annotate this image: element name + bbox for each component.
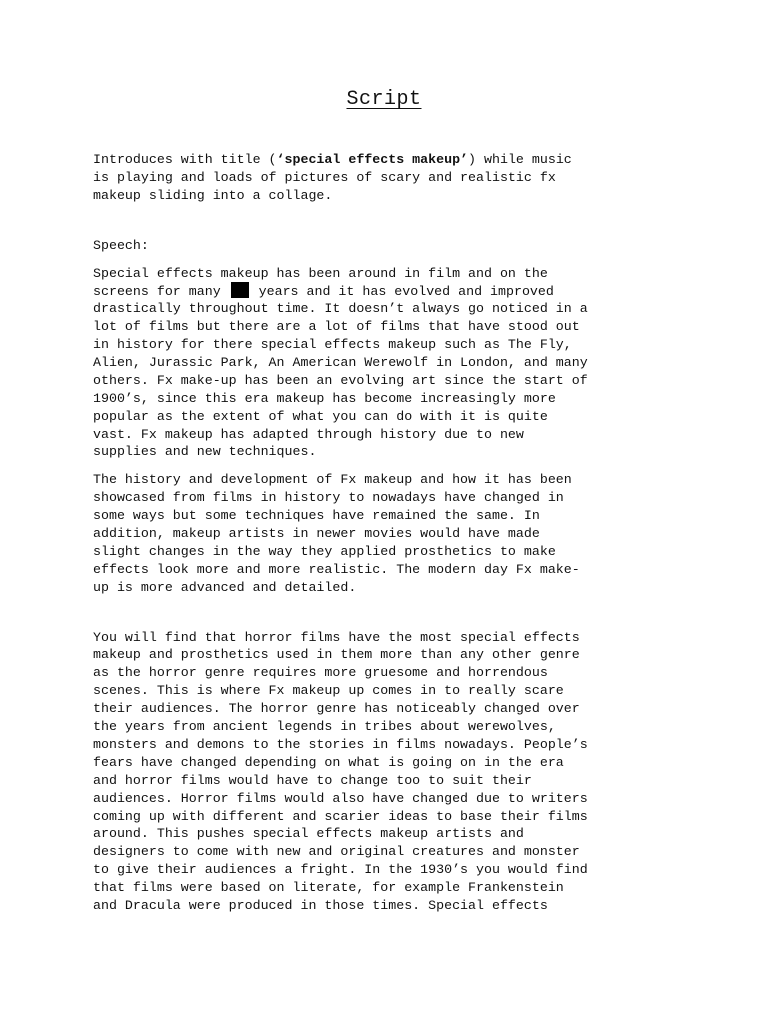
spacer — [93, 597, 683, 629]
paragraph-line: slight changes in the way they applied prosthetics to make — [93, 543, 556, 559]
intro-line-3: makeup sliding into a collage. — [93, 187, 333, 203]
paragraph-line: in history for there special effects makeup such as The Fly, — [93, 337, 572, 353]
paragraph-line: vast. Fx makeup has adapted through history due to new — [93, 426, 524, 442]
paragraph-line: supplies and new techniques. — [93, 444, 317, 460]
paragraph-line: some ways but some techniques have remained the same. In — [93, 508, 540, 524]
paragraph-line: audiences. Horror films would also have changed due to writers — [93, 790, 588, 806]
spacer — [93, 205, 683, 237]
paragraph-line: as the horror genre requires more gruesome and horrendous — [93, 665, 548, 681]
intro-line-1 — [93, 151, 683, 169]
paragraph-line: and horror films would have to change too to suit their — [93, 772, 532, 788]
redaction-block — [231, 282, 249, 298]
paragraph-line: monsters and demons to the stories in films nowadays. People’s — [93, 736, 588, 752]
paragraph-line: effects look more and more realistic. The modern day Fx make- — [93, 561, 580, 577]
paragraph-line — [93, 282, 683, 300]
paragraph-line: fears have changed depending on what is going on in the era — [93, 754, 564, 770]
intro-line-2: is playing and loads of pictures of scary and realistic fx — [93, 169, 556, 185]
paragraph-line: popular as the extent of what you can do with it is quite — [93, 408, 548, 424]
speech-label: Speech: — [93, 237, 149, 253]
paragraph-line: to give their audiences a fright. In the 1930’s you would find — [93, 862, 588, 878]
paragraph-line: others. Fx make-up has been an evolving art since the start of — [93, 372, 588, 388]
paragraph-line: scenes. This is where Fx makeup up comes in to really scare — [93, 683, 564, 699]
paragraph-line: the years from ancient legends in tribes about werewolves, — [93, 719, 556, 735]
paragraph-text: years and it has evolved and improved — [250, 284, 554, 300]
paragraph-line: that films were based on literate, for example Frankenstein — [93, 880, 564, 896]
paragraph-line: designers to come with new and original creatures and monster — [93, 844, 580, 860]
document-body — [93, 151, 683, 915]
intro-text: Introduces with title ( — [93, 152, 277, 167]
spacer — [93, 461, 683, 471]
paragraph-line: drastically throughout time. It doesn’t always go noticed in a — [93, 301, 588, 317]
document-title-text: Script — [346, 88, 422, 111]
paragraph-line: up is more advanced and detailed. — [93, 579, 357, 595]
paragraph-line: showcased from films in history to nowadays have changed in — [93, 490, 564, 506]
paragraph-text: screens for many — [93, 284, 229, 300]
paragraph-line: 1900’s, since this era makeup has become increasingly more — [93, 390, 556, 406]
paragraph-line: makeup and prosthetics used in them more than any other genre — [93, 647, 580, 663]
paragraph-3 — [93, 629, 683, 915]
intro-title-bold: ‘special effects makeup’ — [276, 152, 469, 167]
paragraph-2 — [93, 471, 683, 596]
paragraph-line: their audiences. The horror genre has noticeably changed over — [93, 701, 580, 717]
document-title — [0, 86, 768, 114]
paragraph-line: and Dracula were produced in those times. Special effects — [93, 897, 548, 913]
paragraph-line: Special effects makeup has been around in film and on the — [93, 265, 548, 281]
paragraph-1 — [93, 265, 683, 462]
paragraph-line: addition, makeup artists in newer movies would have made — [93, 526, 540, 542]
spacer — [93, 255, 683, 265]
paragraph-line: coming up with different and scarier ideas to base their films — [93, 808, 588, 824]
paragraph-line: The history and development of Fx makeup and how it has been — [93, 472, 572, 488]
paragraph-line: You will find that horror films have the most special effects — [93, 629, 580, 645]
paragraph-line: Alien, Jurassic Park, An American Werewolf in London, and many — [93, 355, 588, 371]
intro-text: ) while music — [468, 152, 572, 167]
paragraph-line: lot of films but there are a lot of films that have stood out — [93, 319, 580, 335]
paragraph-line: around. This pushes special effects makeup artists and — [93, 826, 524, 842]
